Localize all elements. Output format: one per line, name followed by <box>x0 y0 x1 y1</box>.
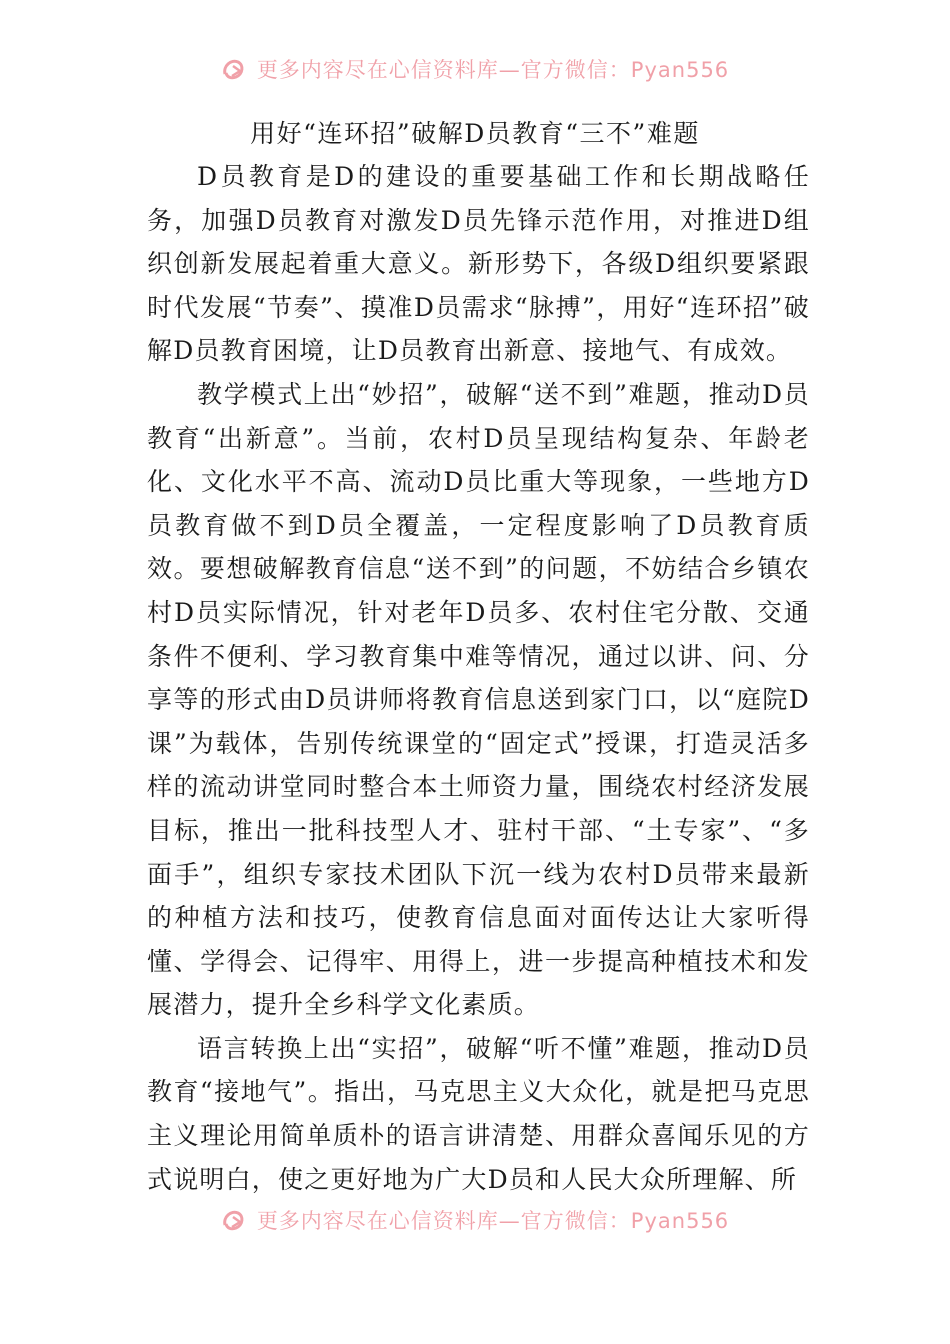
paragraph: D员教育是D的建设的重要基础工作和长期战略任务，加强D员教育对激发D员先锋示范作用，对推进D组织创新发展起着重大意义。新形势下，各级D组织要紧跟时代发展“节奏”、摸准D员需求“脉搏”，用好“连环招”破解D员教育困境，让D员教育出新意、接地气、有成效。 <box>147 162 810 366</box>
watermark-logo-icon <box>221 56 249 82</box>
paragraph: 语言转换上出“实招”，破解“听不懂”难题，推动D员教育“接地气”。指出，马克思主义大众化，就是把马克思主义理论用简单质朴的语言讲清楚、用群众喜闻乐见的方式说明白，使之更好地为广大D员和人民大众所理解、所 <box>147 1033 810 1194</box>
watermark-logo-icon <box>221 1207 249 1233</box>
document-title: 用好“连环招”破解D员教育“三不”难题 <box>250 119 700 148</box>
watermark-text: 更多内容尽在心信资料库—官方微信：Pyan556 <box>256 58 730 82</box>
paragraph: 教学模式上出“妙招”，破解“送不到”难题，推动D员教育“出新意”。当前，农村D员呈现结构复杂、年龄老化、文化水平不高、流动D员比重大等现象，一些地方D员教育做不到D员全覆盖，一定程度影响了D员教育质效。要想破解教育信息“送不到”的问题，不妨结合乡镇农村D员实际情况，针对老年D员多、农村住宅分散、交通条件不便利、学习教育集中难等情况，通过以讲、问、分享等的形式由D员讲师将教育信息送到家门口，以“庭院D课”为载体，告别传统课堂的“固定式”授课，打造灵活多样的流动讲堂同时整合本土师资力量，围绕农村经济发展目标，推出一批科技型人才、驻村干部、“土专家”、“多面手”，组织专家技术团队下沉一线为农村D员带来最新的种植方法和技巧，使教育信息面对面传达让大家听得懂、学得会、记得牢、用得上，进一步提高种植技术和发展潜力，提升全乡科学文化素质。 <box>147 379 810 1020</box>
document-body <box>147 155 810 1201</box>
watermark-text: 更多内容尽在心信资料库—官方微信：Pyan556 <box>256 1209 730 1233</box>
header-watermark <box>0 52 950 86</box>
footer-watermark <box>0 1203 950 1237</box>
